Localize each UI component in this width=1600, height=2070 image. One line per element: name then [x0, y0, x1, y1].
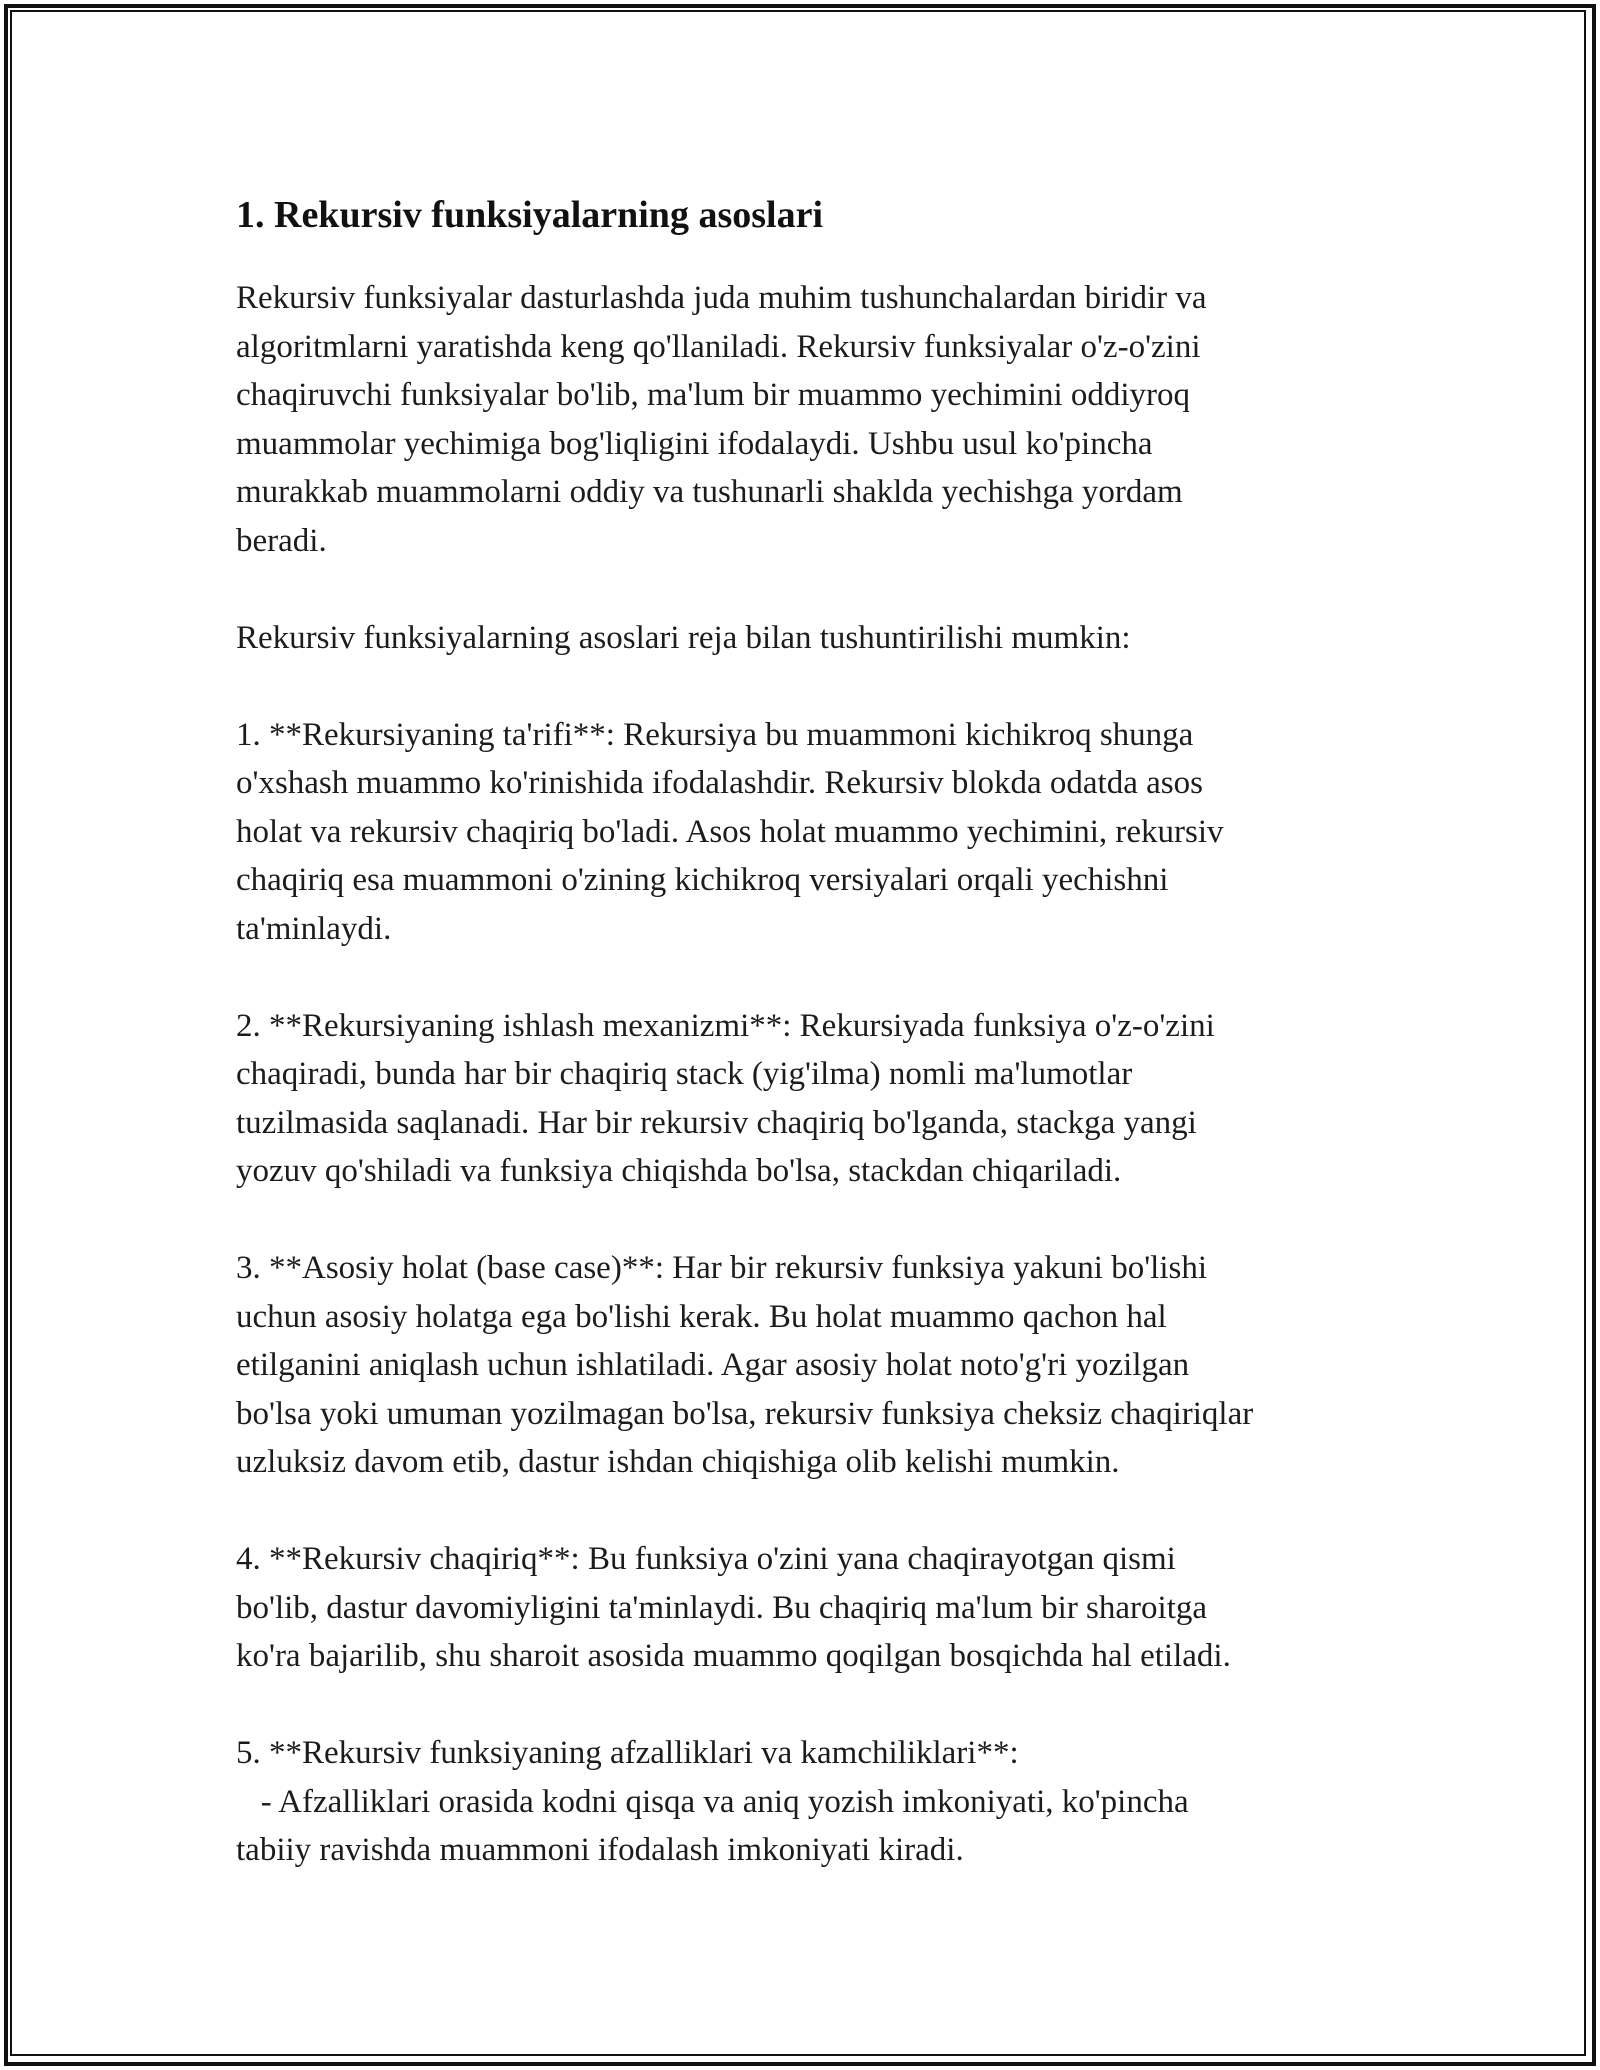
paragraph-gap — [236, 662, 1386, 711]
paragraph-gap — [236, 953, 1386, 1002]
paragraph-gap — [236, 565, 1386, 614]
list-item-definition: 1. **Rekursiyaning ta'rifi**: Rekursiya bu muammoni kichikroq shunga o'xshash muammo ko'rinishida ifodalashdir. Rekursiv blokda odatda asos holat va rekursiv chaqiriq bo'ladi. Asos holat muammo yechimini, rekursiv chaqiriq esa muammoni o'zining kichikroq versiyalari orqali yechishni ta'minlaydi. — [236, 716, 1224, 947]
list-item-mechanism: 2. **Rekursiyaning ishlash mexanizmi**: Rekursiyada funksiya o'z-o'zini chaqiradi, bunda har bir chaqiriq stack (yig'ilma) nomli ma'lumotlar tuzilmasida saqlanadi. Har bir rekursiv chaqiriq bo'lganda, stackga yangi yozuv qo'shiladi va funksiya chiqishda bo'lsa, stackdan chiqariladi. — [236, 1007, 1215, 1189]
list-item-pros-cons: 5. **Rekursiv funksiyaning afzalliklari va kamchiliklari**: - Afzalliklari orasida kodni qisqa va aniq yozish imkoniyati, ko'pincha tabiiy ravishda muammoni ifodalash imkoniyati kiradi. — [236, 1735, 1189, 1868]
list-item-base-case: 3. **Asosiy holat (base case)**: Har bir rekursiv funksiya yakuni bo'lishi uchun asosiy holatga ega bo'lishi kerak. Bu holat muammo qachon hal etilganini aniqlash uchun ishlatiladi. Agar asosiy holat noto'g'ri yozilgan bo'lsa yoki umuman yozilmagan bo'lsa, rekursiv funksiya cheksiz chaqiriqlar uzluksiz davom etib, dastur ishdan chiqishiga olib kelishi mumkin. — [236, 1250, 1254, 1480]
paragraph-gap — [236, 1681, 1386, 1730]
paragraph-gap — [236, 1487, 1386, 1536]
list-item-recursive-call: 4. **Rekursiv chaqiriq**: Bu funksiya o'zini yana chaqirayotgan qismi bo'lib, dastur davomiyligini ta'minlaydi. Bu chaqiriq ma'lum bir sharoitga ko'ra bajarilib, shu sharoit asosida muammo qoqilgan bosqichda hal etiladi. — [236, 1541, 1231, 1674]
paragraph-gap — [236, 1196, 1386, 1245]
intro-paragraph: Rekursiv funksiyalar dasturlashda juda muhim tushunchalardan biridir va algoritmlarni yaratishda keng qo'llaniladi. Rekursiv funksiyalar o'z-o'zini chaqiruvchi funksiyalar bo'lib, ma'lum bir muammo yechimini oddiyroq muammolar yechimiga bog'liqligini ifodalaydi. Ushbu usul ko'pincha murakkab muammolarni oddiy va tushunarli shaklda yechishga yordam beradi. — [236, 280, 1207, 559]
outline-intro-paragraph: Rekursiv funksiyalarning asoslari reja bilan tushuntirilishi mumkin: — [236, 619, 1131, 656]
document-body — [236, 188, 1386, 1875]
section-title: 1. Rekursiv funksiyalarning asoslari — [236, 194, 823, 236]
